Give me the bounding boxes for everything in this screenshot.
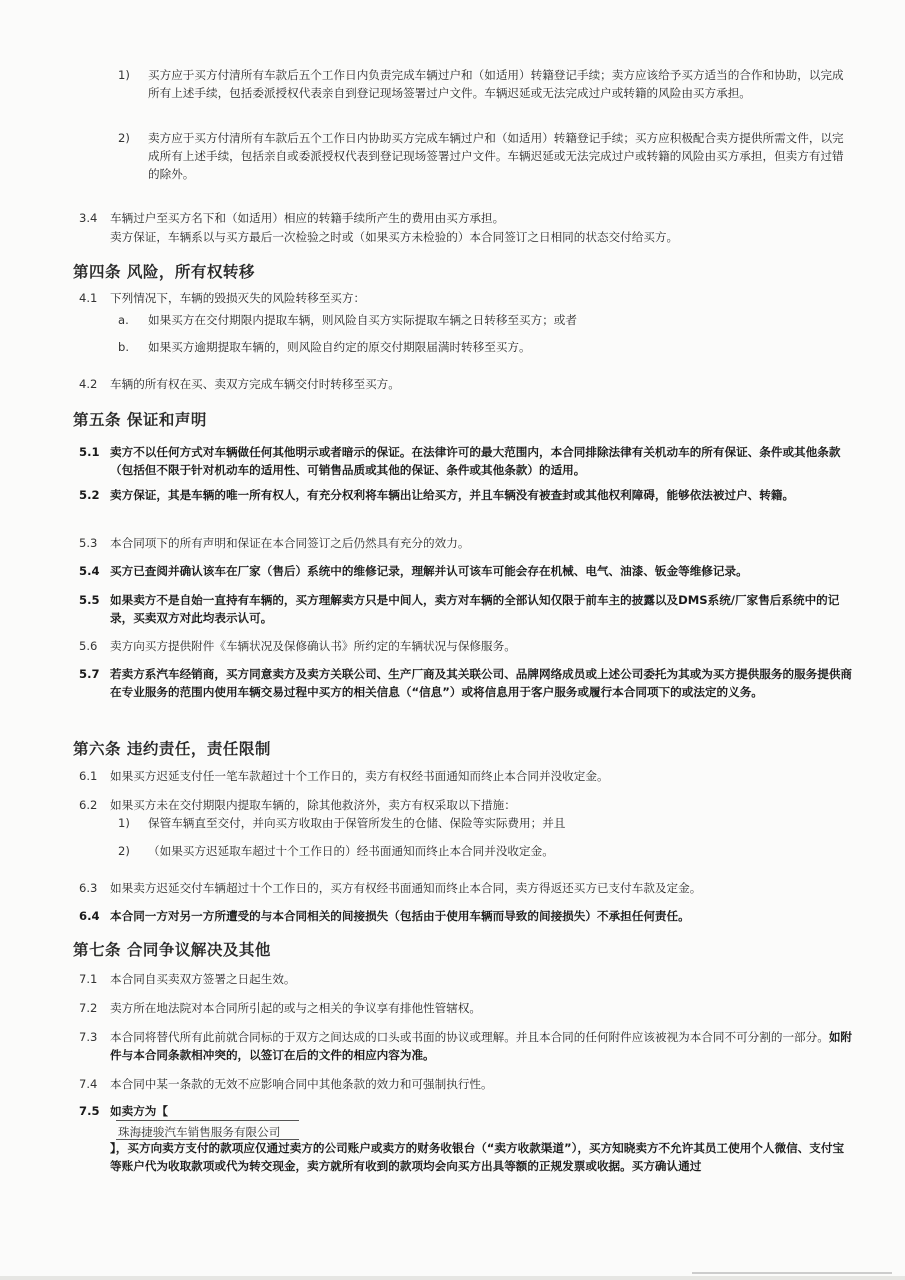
clause-number: 5.2 <box>79 488 100 502</box>
section-heading: 第七条 合同争议解决及其他 <box>73 941 271 959</box>
clause-bold-text: 如附件与本合同条款相冲突的，以签订在后的文件的相应内容为准。 <box>110 1030 853 1062</box>
item-number: 1) <box>118 68 130 82</box>
clause-number: 3.4 <box>79 211 98 225</box>
item-number: b. <box>118 340 130 354</box>
clause-number: 7.4 <box>79 1077 98 1091</box>
section-heading: 第六条 违约责任，责任限制 <box>73 740 271 758</box>
scan-mark <box>692 1272 892 1274</box>
clause-number: 4.2 <box>79 377 98 391</box>
clause-text: 本合同中某一条款的无效不应影响合同中其他条款的效力和可强制执行性。 <box>110 1077 493 1091</box>
clause-number: 7.2 <box>79 1001 98 1015</box>
clause-text: 下列情况下，车辆的毁损灭失的风险转移至买方： <box>110 291 366 305</box>
clause-text: 本合同自买卖双方签署之日起生效。 <box>110 972 296 986</box>
clause-text: 如果买方迟延支付任一笔车款超过十个工作日的，卖方有权经书面通知而终止本合同并没收定金。 <box>110 769 609 783</box>
section-heading: 第四条 风险，所有权转移 <box>73 263 255 281</box>
clause-text: 买方应于买方付清所有车款后五个工作日内负责完成车辆过户和（如适用）转籍登记手续；卖方应该给予买方适当的合作和协助，以完成所有上述手续，包括委派授权代表亲自到登记现场签署过户文件。车辆迟延或无法完成过户或转籍的风险由买方承担。 <box>148 68 844 100</box>
seller-name-field <box>116 1120 299 1140</box>
seller-company-name: 珠海捷骏汽车销售服务有限公司 <box>118 1125 281 1139</box>
clause-text: （如果买方迟延取车超过十个工作日的）经书面通知而终止本合同并没收定金。 <box>148 844 554 858</box>
item-number: 2) <box>118 844 130 858</box>
clause-number: 6.2 <box>79 798 98 812</box>
clause-text: 卖方不以任何方式对车辆做任何其他明示或者暗示的保证。在法律许可的最大范围内，本合同排除法律有关机动车的所有保证、条件或其他条款（包括但不限于针对机动车的适用性、可销售品质或其他的保证、条件或其他条款）的适用。 <box>110 445 841 477</box>
clause-text: 车辆过户至买方名下和（如适用）相应的转籍手续所产生的费用由买方承担。 <box>110 211 505 225</box>
clause-plain-text: 本合同将替代所有此前就合同标的于双方之间达成的口头或书面的协议或理解。并且本合同的任何附件应该被视为本合同不可分割的一部分。 <box>110 1030 829 1044</box>
clause-number: 7.3 <box>79 1030 98 1044</box>
clause-text: 若卖方系汽车经销商，买方同意卖方及卖方关联公司、生产厂商及其关联公司、品牌网络成员或上述公司委托为其或为买方提供服务的服务提供商在专业服务的范围内使用车辆交易过程中买方的相关信息（“信息”）或将信息用于客户服务或履行本合同项下的或法定的义务。 <box>110 667 853 699</box>
item-number: 2) <box>118 131 130 145</box>
clause-number: 4.1 <box>79 291 98 305</box>
clause-number: 6.3 <box>79 881 98 895</box>
clause-number: 5.6 <box>79 639 98 653</box>
clause-text: 如果买方逾期提取车辆的，则风险自约定的原交付期限届满时转移至买方。 <box>148 340 531 354</box>
clause-text: 卖方应于买方付清所有车款后五个工作日内协助买方完成车辆过户和（如适用）转籍登记手续；买方应积极配合卖方提供所需文件，以完成所有上述手续，包括亲自或委派授权代表到登记现场签署过户文件。车辆迟延或无法完成过户或转籍的风险由买方承担，但卖方有过错的除外。 <box>148 131 844 181</box>
clause-text: 如卖方为【 <box>110 1104 168 1118</box>
clause-text: 本合同一方对另一方所遭受的与本合同相关的间接损失（包括由于使用车辆而导致的间接损失）不承担任何责任。 <box>110 909 690 923</box>
clause-text: 卖方所在地法院对本合同所引起的或与之相关的争议享有排他性管辖权。 <box>110 1001 482 1015</box>
clause-text: 如果卖方不是自始一直持有车辆的，买方理解卖方只是中间人，卖方对车辆的全部认知仅限于前车主的披露以及DMS系统/厂家售后系统中的记录，买卖双方对此均表示认可。 <box>110 593 840 625</box>
clause-number: 7.5 <box>79 1104 100 1118</box>
clause-number: 6.4 <box>79 909 100 923</box>
clause-number: 7.1 <box>79 972 98 986</box>
clause-number: 5.4 <box>79 564 100 578</box>
clause-number: 6.1 <box>79 769 98 783</box>
clause-text: 如果买方未在交付期限内提取车辆的，除其他救济外，卖方有权采取以下措施： <box>110 798 516 812</box>
item-number: a. <box>118 313 129 327</box>
clause-text: 车辆的所有权在买、卖双方完成车辆交付时转移至买方。 <box>110 377 400 391</box>
clause-text: 如果买方在交付期限内提取车辆，则风险自买方实际提取车辆之日转移至买方；或者 <box>148 313 577 327</box>
clause-number: 5.7 <box>79 667 100 681</box>
section-heading: 第五条 保证和声明 <box>73 411 207 429</box>
clause-number: 5.1 <box>79 445 100 459</box>
clause-text: 如果卖方迟延交付车辆超过十个工作日的，买方有权经书面通知而终止本合同，卖方得返还买方已支付车款及定金。 <box>110 881 702 895</box>
clause-text: 卖方保证，车辆系以与买方最后一次检验之时或（如果买方未检验的）本合同签订之日相同的状态交付给买方。 <box>110 230 679 244</box>
clause-text: 卖方保证，其是车辆的唯一所有权人，有充分权利将车辆出让给买方，并且车辆没有被查封或其他权利障碍，能够依法被过户、转籍。 <box>110 488 795 502</box>
clause-text: 】，买方向卖方支付的款项应仅通过卖方的公司账户或卖方的财务收银台（“卖方收款渠道”），买方知晓卖方不允许其员工使用个人微信、支付宝等账户代为收取款项或代为转交现金，卖方就所有收到的款项均会向买方出具等额的正规发票或收据。买方确认通过 <box>110 1141 845 1173</box>
clause-number: 5.3 <box>79 536 98 550</box>
clause-text: 本合同项下的所有声明和保证在本合同签订之后仍然具有充分的效力。 <box>110 536 470 550</box>
clause-text: 保管车辆直至交付，并向买方收取由于保管所发生的仓储、保险等实际费用；并且 <box>148 816 566 830</box>
clause-number: 5.5 <box>79 593 100 607</box>
page-edge <box>0 1276 905 1280</box>
item-number: 1) <box>118 816 130 830</box>
clause-text <box>110 1028 855 1064</box>
clause-text: 买方已查阅并确认该车在厂家（售后）系统中的维修记录，理解并认可该车可能会存在机械、电气、油漆、钣金等维修记录。 <box>110 564 748 578</box>
clause-text: 卖方向买方提供附件《车辆状况及保修确认书》所约定的车辆状况与保修服务。 <box>110 639 516 653</box>
